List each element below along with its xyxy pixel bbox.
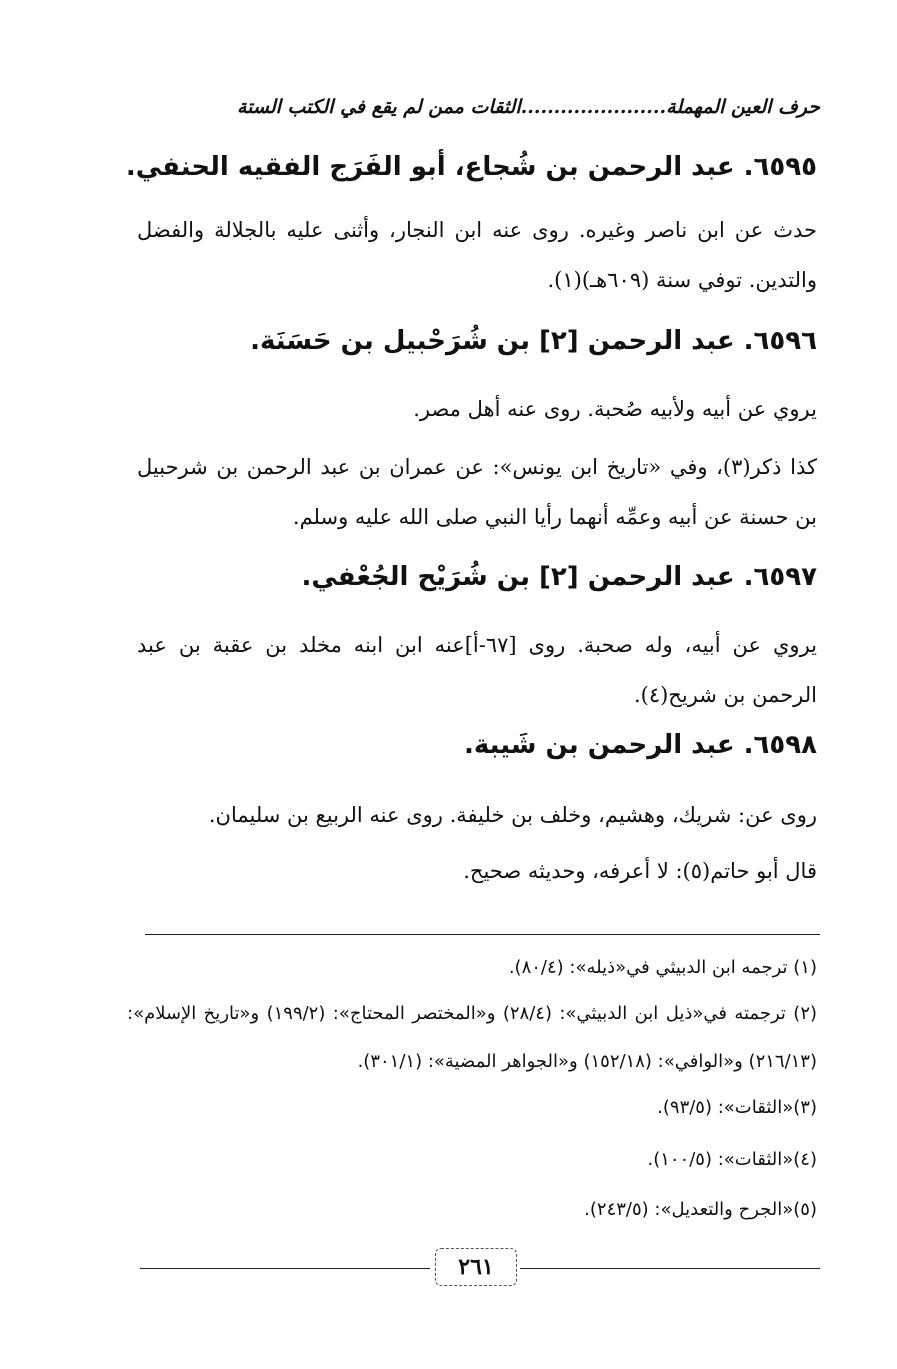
entry-6596-paragraph-2: كذا ذكر(٣)، وفي «تاريخ ابن يونس»: عن عمران بن عبد الرحمن بن شرحبيل بن حسنة عن أبيه وعمِّه أنهما رأيا النبي صلى الله عليه وسلم. [137, 455, 817, 529]
folio-rule-left [140, 1268, 430, 1269]
entry-heading-6597: ٦٥٩٧. عبد الرحمن [٢] بن شُرَيْح الجُعْفي. [301, 562, 817, 592]
page-number: ٢٦١ [435, 1248, 517, 1286]
footnote-separator [145, 934, 820, 935]
entry-6596-paragraph-1: يروي عن أبيه ولأبيه صُحبة. روى عنه أهل مصر. [413, 397, 817, 421]
entry-heading-6596: ٦٥٩٦. عبد الرحمن [٢] بن شُرَحْبيل بن حَسَنَة. [250, 326, 817, 356]
entry-6595-paragraph: حدث عن ابن ناصر وغيره. روى عنه ابن النجار، وأثنى عليه بالجلالة والفضل والتدين. توفي سنة (٦٠٩هـ)(١). [137, 218, 817, 292]
footnote-3: (٣)«الثقات»: (٩٣/٥). [657, 1097, 817, 1118]
running-head: حرف العين المهملة......................الثقات ممن لم يقع في الكتب الستة [236, 96, 820, 118]
entry-6597-paragraph: يروي عن أبيه، وله صحبة. روى [٦٧-أ]عنه ابن ابنه مخلد بن عقبة بن عبد الرحمن بن شريح(٤). [137, 633, 818, 707]
footnote-5: (٥)«الجرح والتعديل»: (٢٤٣/٥). [584, 1199, 817, 1220]
entry-heading-6595: ٦٥٩٥. عبد الرحمن بن شُجاع، أبو الفَرَج الفقيه الحنفي. [125, 152, 817, 182]
footnote-4: (٤)«الثقات»: (١٠٠/٥). [647, 1149, 817, 1170]
entry-6598-paragraph-1: روى عن: شريك، وهشيم، وخلف بن خليفة. روى عنه الربيع بن سليمان. [208, 803, 817, 827]
entry-heading-6598: ٦٥٩٨. عبد الرحمن بن شَيبة. [464, 730, 817, 760]
footnote-1: (١) ترجمه ابن الدبيثي في«ذيله»: (٨٠/٤). [508, 957, 817, 978]
folio-rule-right [520, 1268, 820, 1269]
footnote-2: (٢) ترجمته في«ذيل ابن الدبيثي»: (٢٨/٤) و«المختصر المحتاج»: (١٩٩/٢) و«تاريخ الإسلام»: (٢١٦/١٣) و«الوافي»: (١٥٢/١٨) و«الجواهر المضية»: (٣٠١/١). [127, 1003, 818, 1072]
entry-6598-paragraph-2: قال أبو حاتم(٥): لا أعرفه، وحديثه صحيح. [463, 859, 817, 883]
